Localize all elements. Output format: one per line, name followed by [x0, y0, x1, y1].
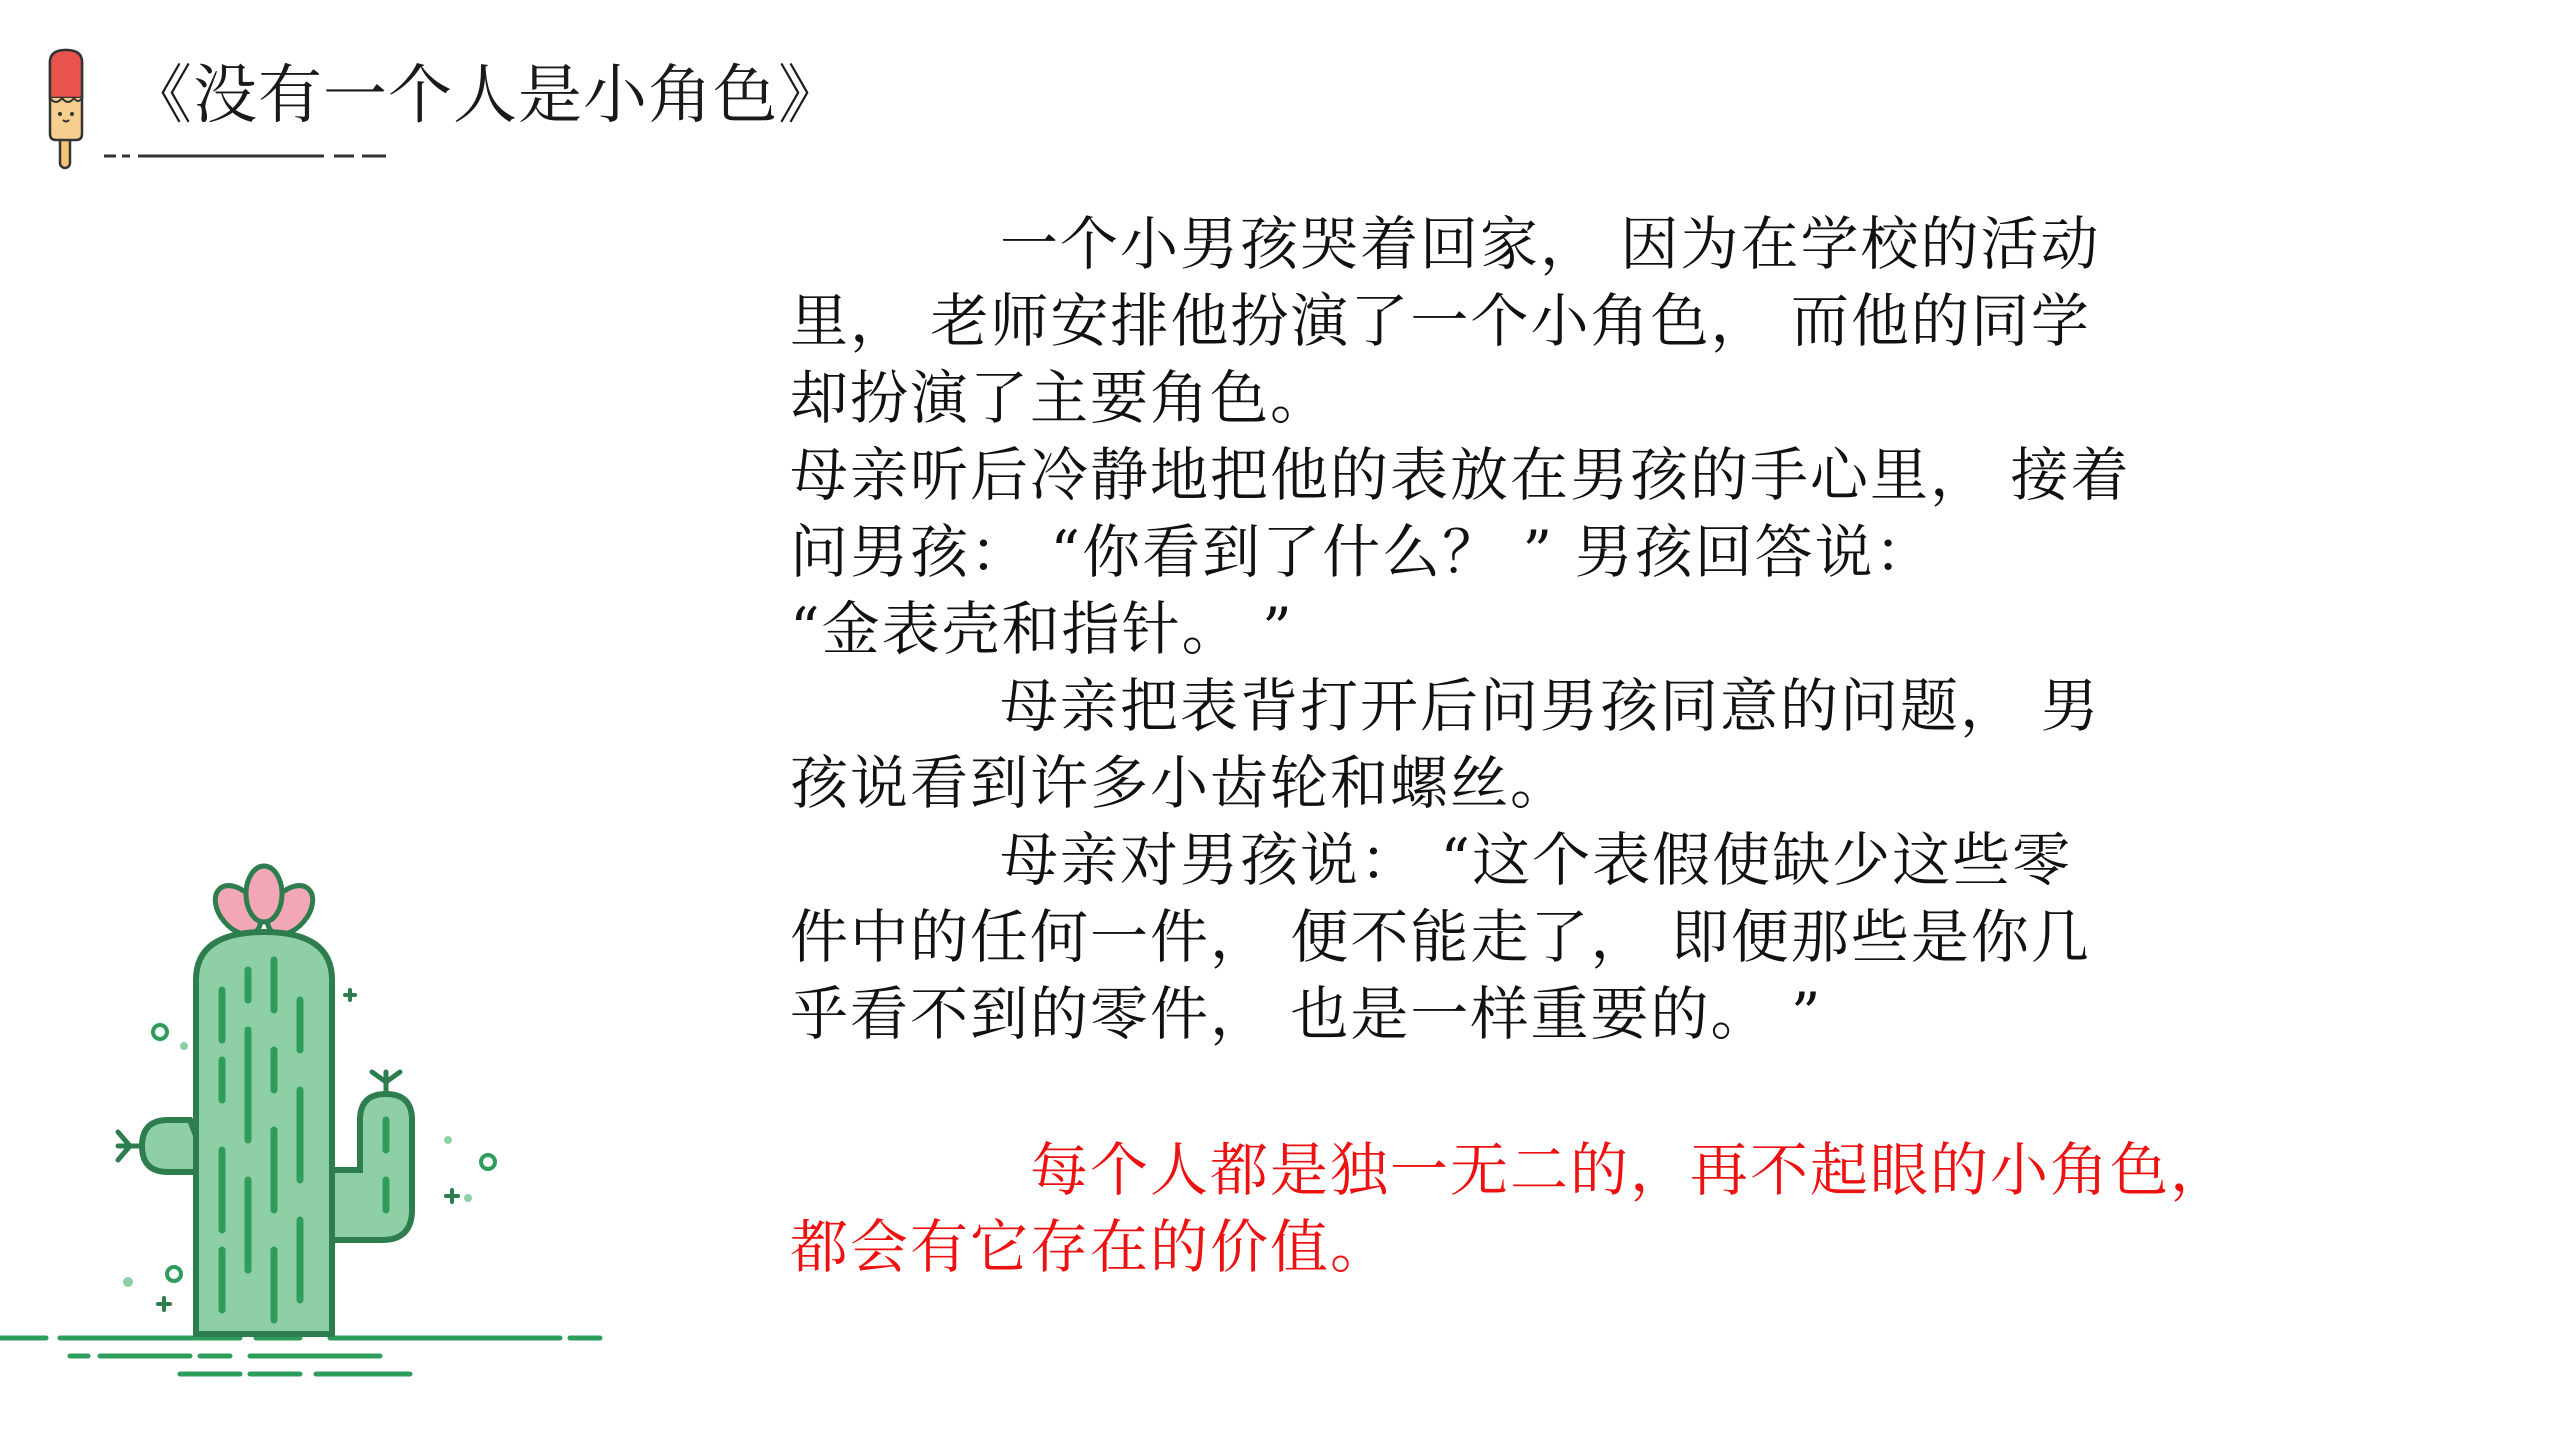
- story-line: 母亲听后冷静地把他的表放在男孩的手心里， 接着: [790, 441, 2131, 509]
- story-line: 乎看不到的零件， 也是一样重要的。 ”: [790, 980, 1823, 1048]
- popsicle-icon: [44, 48, 88, 170]
- story-line: 孩说看到许多小齿轮和螺丝。: [790, 749, 1571, 817]
- story-line: 母亲对男孩说： “这个表假使缺少这些零: [1000, 826, 2073, 894]
- moral-line: 都会有它存在的价值。: [790, 1213, 1391, 1281]
- story-text: [790, 206, 2270, 1053]
- story-line: “金表壳和指针。 ”: [790, 595, 1294, 663]
- moral-text: [790, 1132, 2350, 1286]
- moral-line: 每个人都是独一无二的，再不起眼的小角色，: [1030, 1136, 2231, 1204]
- story-line: 件中的任何一件， 便不能走了， 即便那些是你几: [790, 903, 2091, 971]
- cactus-illustration: [0, 850, 620, 1390]
- story-line: 一个小男孩哭着回家， 因为在学校的活动: [1000, 210, 2101, 278]
- title-underline: [104, 150, 394, 162]
- story-line: 母亲把表背打开后问男孩同意的问题， 男: [1000, 672, 2101, 740]
- page-title: 《没有一个人是小角色》: [128, 59, 843, 133]
- story-line: 问男孩： “你看到了什么？ ” 男孩回答说：: [790, 518, 1935, 586]
- story-line: 却扮演了主要角色。: [790, 364, 1331, 432]
- story-line: 里， 老师安排他扮演了一个小角色， 而他的同学: [790, 287, 2091, 355]
